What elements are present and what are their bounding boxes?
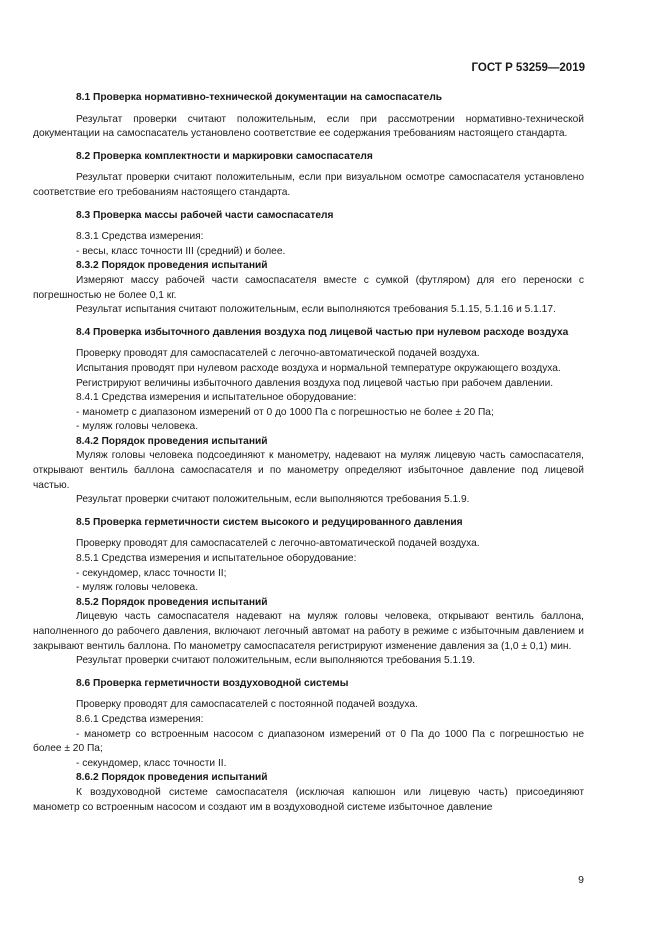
section-heading: 8.6 Проверка герметичности воздуховодной системы <box>76 677 349 689</box>
section-gap <box>33 508 584 516</box>
section-gap <box>33 669 584 677</box>
paragraph: Муляж головы человека подсоединяют к манометру, надевают на муляж лицевую часть самоспасателя, открывают вентиль баллона самоспасателя и по манометру определяют избыточное давление под лицевой частью. <box>33 450 584 491</box>
list-line: 8.5.1 Средства измерения и испытательное оборудование: <box>76 553 357 565</box>
section-heading: 8.2 Проверка комплектности и маркировки самоспасателя <box>76 150 373 162</box>
list-line: 8.3.1 Средства измерения: <box>76 231 204 243</box>
paragraph: Результат проверки считают положительным, если выполняются требования 5.1.19. <box>76 655 476 667</box>
list-line: - секундомер, класс точности II. <box>76 757 227 769</box>
paragraph: Измеряют массу рабочей части самоспасателя вместе с сумкой (футляром) для его переноски с погрешностью не более 0,1 кг. <box>33 274 584 301</box>
paragraph: Результат испытания считают положительным, если выполняются требования 5.1.15, 5.1.16 и 5.1.17. <box>76 304 556 316</box>
section-gap <box>33 201 584 209</box>
subsection-heading: 8.3.2 Порядок проведения испытаний <box>76 260 268 272</box>
subsection-heading: 8.6.2 Порядок проведения испытаний <box>76 772 268 784</box>
paragraph: Регистрируют величины избыточного давления воздуха под лицевой частью при рабочем давлении. <box>76 377 554 389</box>
paragraph: Проверку проводят для самоспасателей с постоянной подачей воздуха. <box>76 699 418 711</box>
paragraph: Лицевую часть самоспасателя надевают на муляж головы человека, открывают вентиль баллона, наполненного до рабочего давления, включают легочный автомат на работу в режиме с избыточным давлением и закрывают вентиль баллона. По манометру самоспасателя регистрируют изменение давления за (1,0 ± 0,1) мин. <box>33 611 584 652</box>
section-gap <box>33 142 584 150</box>
page-number: 9 <box>578 874 584 886</box>
section-gap <box>33 318 584 326</box>
section-heading: 8.5 Проверка герметичности систем высокого и редуцированного давления <box>76 516 463 528</box>
paragraph: Результат проверки считают положительным, если при визуальном осмотре самоспасателя установлено соответствие его требованиям настоящего стандарта. <box>33 172 584 198</box>
paragraph: Результат проверки считают положительным, если выполняются требования 5.1.9. <box>76 494 470 506</box>
paragraph: К воздуховодной системе самоспасателя (исключая капюшон или лицевую часть) присоединяют манометр со встроенным насосом и создают им в воздуховодной системе избыточное давление <box>33 786 584 813</box>
subsection-heading: 8.5.2 Порядок проведения испытаний <box>76 596 268 608</box>
section-heading: 8.1 Проверка нормативно-технической документации на самоспасатель <box>76 92 443 103</box>
list-line: - муляж головы человека. <box>76 582 199 594</box>
paragraph: Проверку проводят для самоспасателей с легочно-автоматической подачей воздуха. <box>76 348 480 360</box>
paragraph: Испытания проводят при нулевом расходе воздуха и нормальной температуре окружающего воздуха. <box>76 362 561 374</box>
section-heading: 8.3 Проверка массы рабочей части самоспасателя <box>76 209 334 221</box>
paragraph: Проверку проводят для самоспасателей с легочно-автоматической подачей воздуха. <box>76 538 480 550</box>
paragraph: Результат проверки считают положительным, если при рассмотрении нормативно-технической документации на самоспасатель установлено соответствие ее содержания требованиям настоящего стандарта. <box>33 113 584 140</box>
list-line: 8.6.1 Средства измерения: <box>76 713 204 725</box>
document-standard-id: ГОСТ Р 53259—2019 <box>471 62 585 74</box>
list-line: - секундомер, класс точности II; <box>76 567 227 579</box>
subsection-heading: 8.4.2 Порядок проведения испытаний <box>76 435 268 447</box>
document-body <box>33 91 584 815</box>
section-heading: 8.4 Проверка избыточного давления воздуха под лицевой частью при нулевом расходе воздуха <box>76 326 569 338</box>
paragraph: - манометр со встроенным насосом с диапазоном измерений от 0 Па до 1000 Па с погрешностью не более ± 20 Па; <box>33 728 584 755</box>
list-line: - муляж головы человека. <box>76 421 199 433</box>
list-line: - весы, класс точности III (средний) и более. <box>76 245 286 257</box>
list-line: 8.4.1 Средства измерения и испытательное оборудование: <box>76 392 357 404</box>
list-line: - манометр с диапазоном измерений от 0 до 1000 Па с погрешностью не более ± 20 Па; <box>76 406 494 418</box>
